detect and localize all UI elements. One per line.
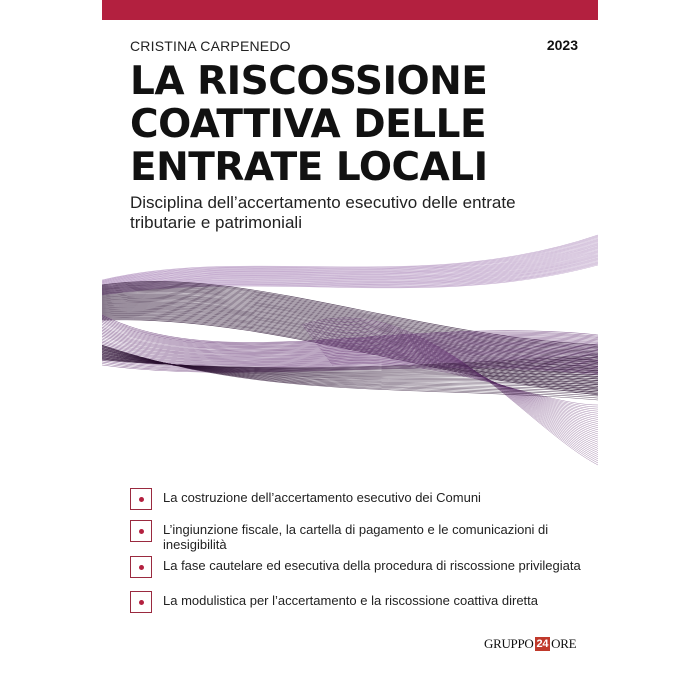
list-item-text: L’ingiunzione fiscale, la cartella di pagamento e le comunicazioni di inesigibilità xyxy=(163,522,549,552)
title-line: ENTRATE LOCALI xyxy=(130,145,488,190)
title-line: LA RISCOSSIONE xyxy=(130,59,488,104)
book-title xyxy=(130,60,590,189)
author-name: CRISTINA CARPENEDO xyxy=(130,38,291,54)
book-cover xyxy=(102,0,598,700)
square-dot-icon xyxy=(130,556,152,578)
title-line: COATTIVA DELLE xyxy=(130,102,487,147)
edition-year: 2023 xyxy=(546,37,578,53)
list-item-text: La costruzione dell’accertamento esecutivo dei Comuni xyxy=(163,490,481,505)
list-item-text: La fase cautelare ed esecutiva della procedura di riscossione privilegiata xyxy=(163,558,581,573)
publisher-logo xyxy=(484,636,576,652)
publisher-name-right: ORE xyxy=(551,636,577,651)
top-color-band xyxy=(102,0,598,20)
square-dot-icon xyxy=(130,520,152,542)
square-dot-icon xyxy=(130,488,152,510)
publisher-name-left: GRUPPO xyxy=(484,636,534,651)
book-subtitle: Disciplina dell’accertamento esecutivo delle entrate tributarie e patrimoniali xyxy=(130,193,516,232)
publisher-number: 24 xyxy=(536,638,549,650)
list-item-text: La modulistica per l’accertamento e la riscossione coattiva diretta xyxy=(163,593,539,608)
square-dot-icon xyxy=(130,591,152,613)
wave-artwork xyxy=(102,225,598,470)
